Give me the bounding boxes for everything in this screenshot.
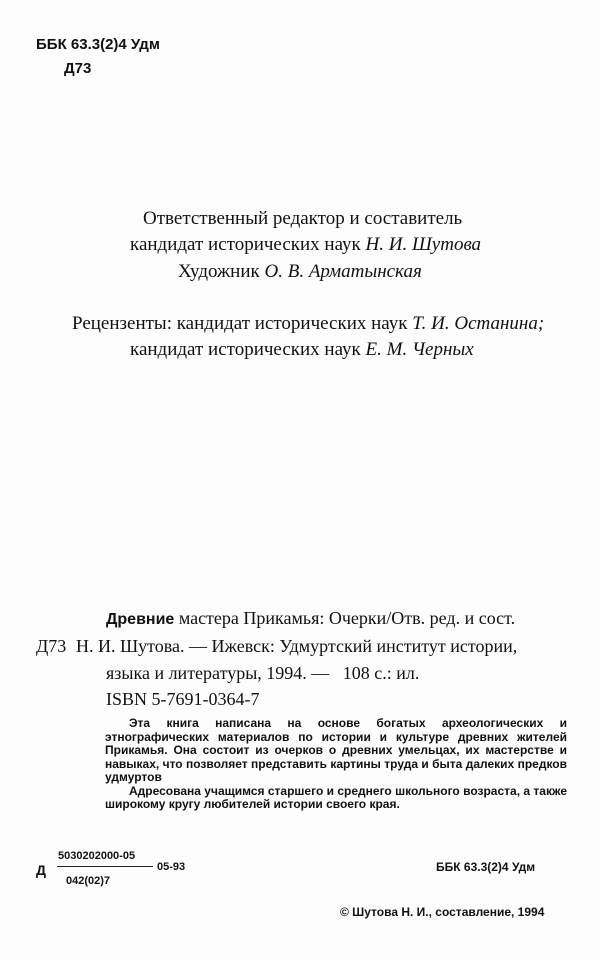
author-mark: Д73 xyxy=(64,60,92,77)
isbn: ISBN 5-7691-0364-7 xyxy=(106,689,260,709)
annotation-paragraph-1: Эта книга написана на основе богатых археологических и этнографических материалов по истории и культуре древних жителей Прикамья. Она состоит из очерков о древних умельцах, их мастерстве и навыках, что позволяет представить картины труда и быта далеких предков удмуртов xyxy=(105,716,567,784)
annotation-paragraph-2: Адресована учащимся старшего и среднего школьного возраста, а также широкому кругу любителей истории своего края. xyxy=(105,783,567,811)
bib-author-mark: Д73 xyxy=(36,636,67,656)
bib-title-bold: Древние xyxy=(106,611,175,628)
reviewer2-degree: кандидат исторических наук xyxy=(130,339,361,360)
editor-degree: кандидат исторических наук xyxy=(130,234,361,255)
index-letter: Д xyxy=(36,862,46,878)
bbk-code: ББК 63.3(2)4 Удм xyxy=(36,36,160,53)
fraction-line xyxy=(57,866,153,867)
reviewers-label: Рецензенты: xyxy=(72,313,172,334)
reviewer1-name: Т. И. Останина; xyxy=(412,313,545,334)
artist-label: Художник xyxy=(178,261,260,282)
index-suffix: 05-93 xyxy=(157,861,186,873)
bib-line-2: Н. И. Шутова. — Ижевск: Удмуртский институт истории, xyxy=(76,636,518,656)
editor-credit xyxy=(130,234,481,256)
index-numerator: 5030202000-05 xyxy=(58,850,136,862)
bib-line-3: языка и литературы, 1994. — 108 с.: ил. xyxy=(106,663,420,683)
artist-name: О. В. Арматынская xyxy=(264,261,422,282)
bib-title-rest: мастера Прикамья: Очерки/Отв. ред. и сост. xyxy=(178,608,516,628)
editor-line: Ответственный редактор и составитель xyxy=(143,208,463,229)
reviewer-1 xyxy=(72,313,544,335)
artist-credit xyxy=(178,261,422,283)
index-denominator: 042(02)7 xyxy=(66,875,111,887)
annotation xyxy=(105,717,567,812)
reviewer2-name: Е. М. Черных xyxy=(365,339,474,360)
bib-title-line xyxy=(106,608,515,629)
editor-name: Н. И. Шутова xyxy=(365,234,482,255)
footer-bbk-code: ББК 63.3(2)4 Удм xyxy=(436,860,536,874)
reviewer1-degree: кандидат исторических наук xyxy=(176,313,408,334)
copyright: © Шутова Н. И., составление, 1994 xyxy=(340,905,545,919)
reviewer-2 xyxy=(130,339,474,361)
